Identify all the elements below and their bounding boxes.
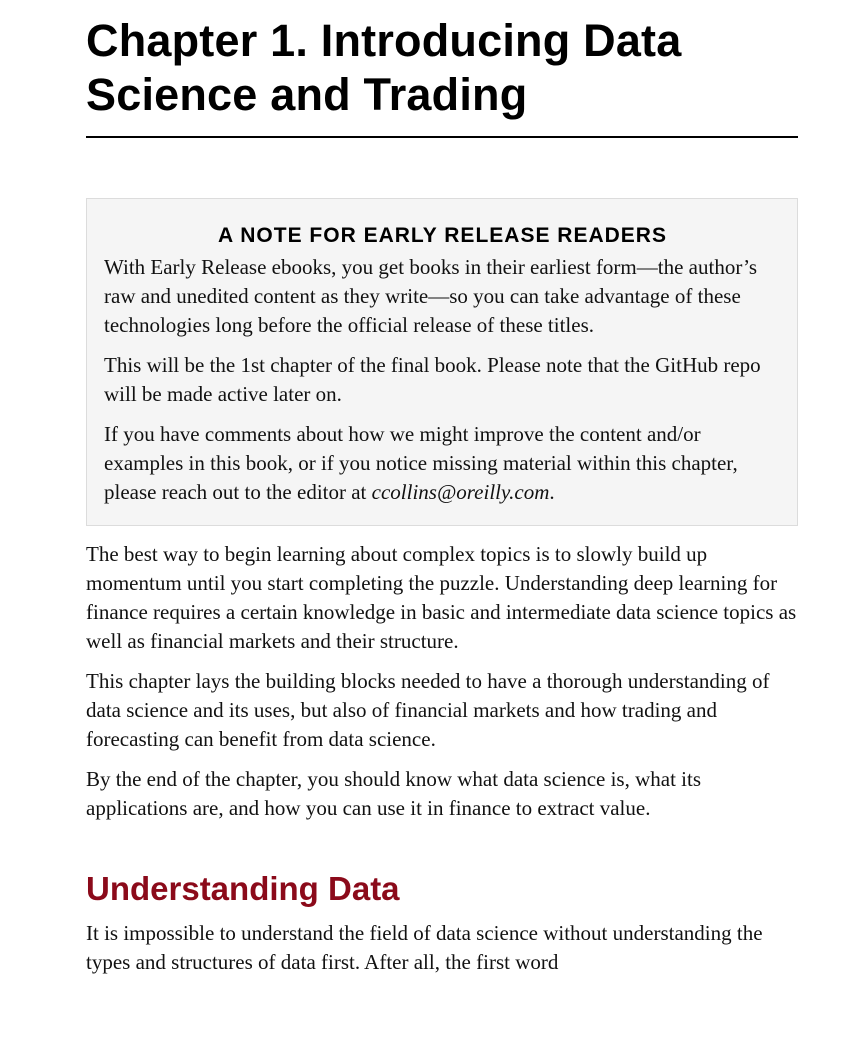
body-paragraph: The best way to begin learning about complex topics is to slowly build up momentum until you start completing the puzzle. Understanding deep learning for finance requires a certain knowledge in basic and intermediate data science topics as well as financial markets and their structure. [86,542,797,653]
note-paragraph: With Early Release ebooks, you get books in their earliest form—the author’s raw and unedited content as they write—so you can take advantage of these technologies long before the official release of these titles. [104,255,758,337]
section-body [86,919,798,977]
section-heading: Understanding Data [86,870,400,907]
early-release-note [86,198,798,526]
document-page [86,14,798,977]
editor-email-link[interactable]: ccollins@oreilly.com [371,480,550,504]
note-paragraph: This will be the 1st chapter of the final book. Please note that the GitHub repo will be made active later on. [104,353,761,406]
body-paragraph: By the end of the chapter, you should know what data science is, what its applications are, and how you can use it in finance to extract value. [86,767,702,820]
chapter-intro [86,540,798,823]
title-divider [86,136,798,138]
note-paragraph-contact [104,420,781,507]
body-paragraph: It is impossible to understand the field of data science without understanding the types and structures of data first. After all, the first word [86,921,763,974]
note-heading: A NOTE FOR EARLY RELEASE READERS [218,224,667,247]
body-paragraph: This chapter lays the building blocks needed to have a thorough understanding of data science and its uses, but also of financial markets and how trading and forecasting can benefit from data science. [86,669,770,751]
note-contact-text: If you have comments about how we might improve the content and/or examples in this book, or if you notice missing material within this chapter, please reach out to the editor at [104,422,738,504]
chapter-title: Chapter 1. Introducing Data Science and Trading [86,15,682,120]
note-contact-suffix: . [549,480,555,504]
